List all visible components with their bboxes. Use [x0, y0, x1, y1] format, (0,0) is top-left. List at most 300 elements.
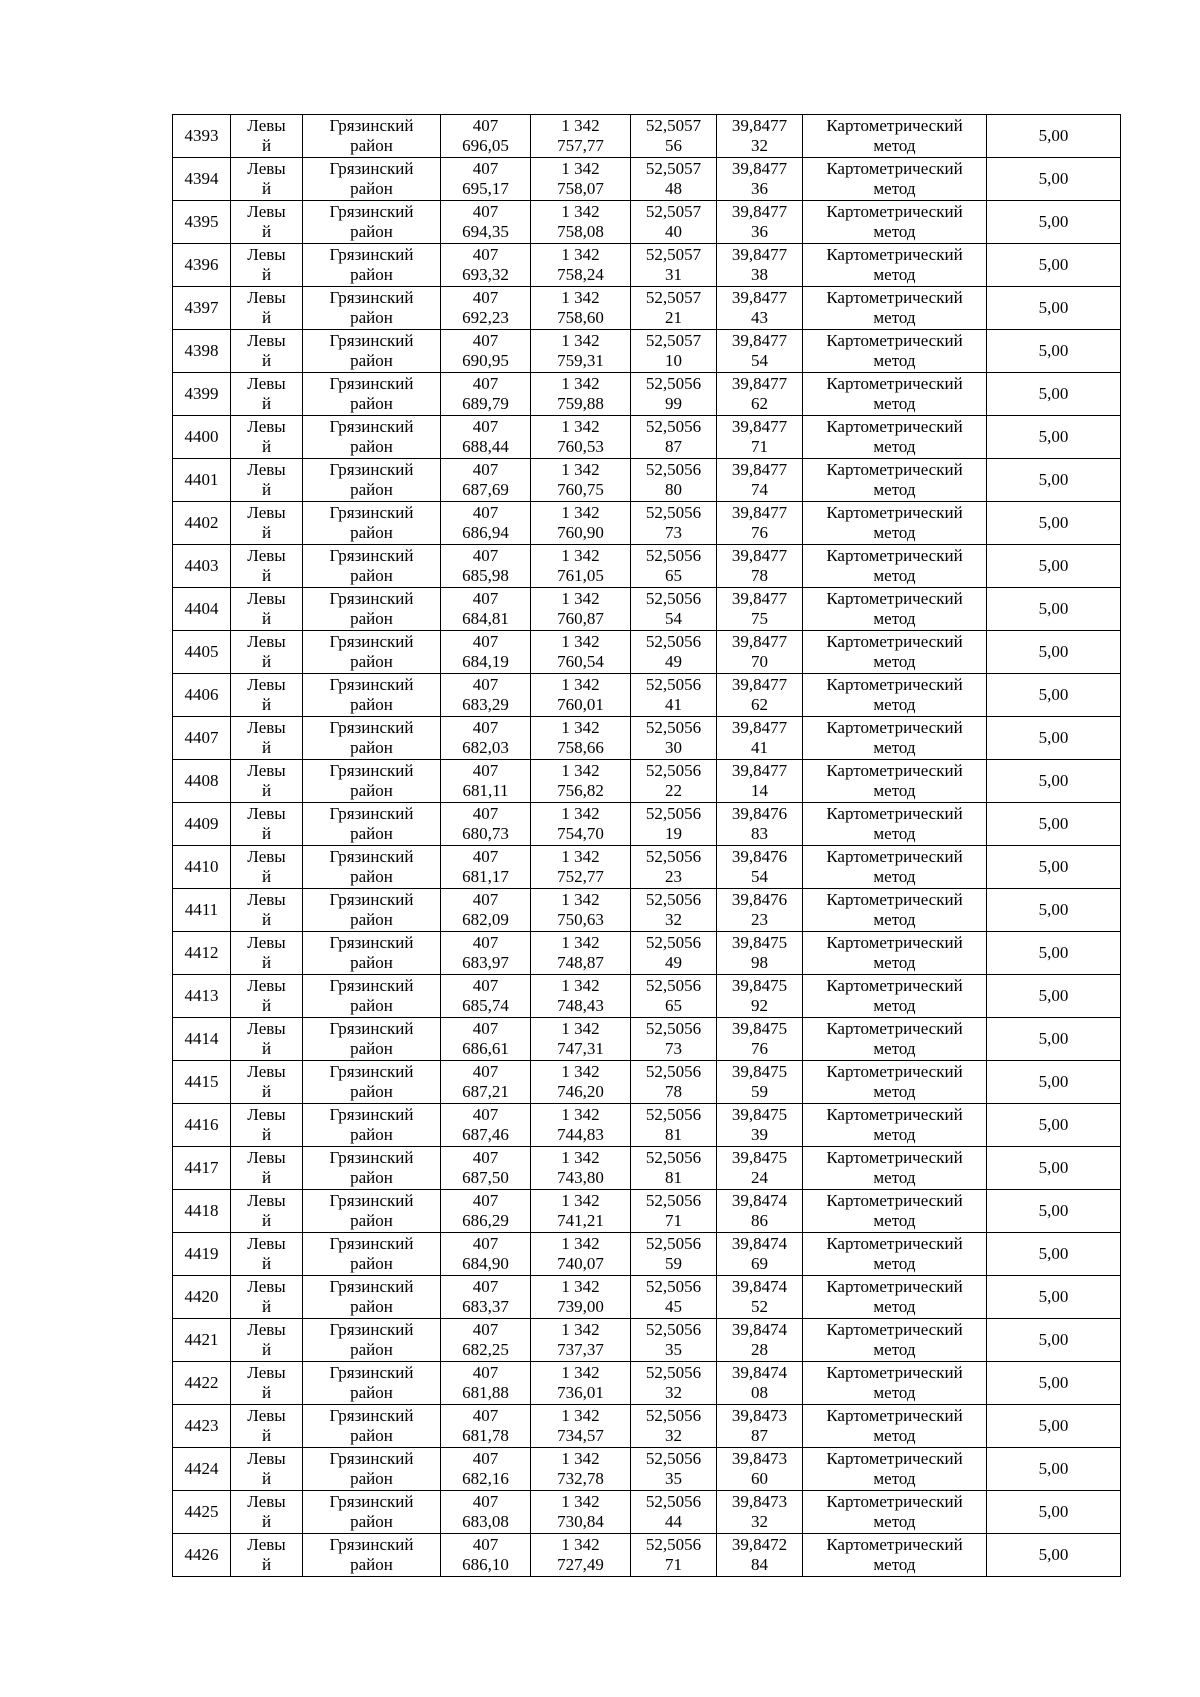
table-row	[173, 158, 1121, 201]
y-coordinate-cell	[531, 760, 631, 803]
longitude-cell-text: 87	[751, 1426, 768, 1445]
table-row	[173, 1491, 1121, 1534]
latitude-cell-text: 49	[665, 652, 682, 671]
latitude-cell	[631, 244, 717, 287]
point-number-cell	[173, 1448, 231, 1491]
district-cell	[303, 1405, 441, 1448]
bank-side-cell-text: й	[261, 738, 272, 757]
accuracy-cell	[987, 1534, 1121, 1577]
longitude-cell-text: 39,8477	[731, 589, 788, 608]
point-number-cell-text: 4410	[184, 857, 219, 876]
district-cell	[303, 1190, 441, 1233]
district-cell-text: район	[350, 1254, 393, 1273]
bank-side-cell-text: Левы	[247, 503, 286, 522]
longitude-cell	[717, 1491, 803, 1534]
table-row	[173, 1405, 1121, 1448]
latitude-cell-text: 48	[665, 179, 682, 198]
method-cell-text: метод	[873, 1297, 916, 1316]
method-cell-text: метод	[873, 1168, 916, 1187]
method-cell	[803, 373, 987, 416]
point-number-cell	[173, 975, 231, 1018]
accuracy-cell	[987, 846, 1121, 889]
longitude-cell-text: 39,8477	[731, 546, 788, 565]
bank-side-cell-text: Левы	[247, 116, 286, 135]
y-coordinate-cell-text: 1 342	[561, 1019, 600, 1038]
table-row	[173, 1448, 1121, 1491]
x-coordinate-cell-text: 407	[472, 1406, 499, 1425]
bank-side-cell-text: Левы	[247, 1363, 286, 1382]
x-coordinate-cell-text: 407	[472, 1234, 499, 1253]
method-cell	[803, 459, 987, 502]
accuracy-cell	[987, 201, 1121, 244]
latitude-cell-text: 52,5056	[645, 503, 702, 522]
latitude-cell-text: 19	[665, 824, 682, 843]
method-cell-text: метод	[873, 953, 916, 972]
y-coordinate-cell	[531, 1018, 631, 1061]
accuracy-cell-text: 5,00	[1038, 986, 1069, 1005]
latitude-cell-text: 52,5056	[645, 976, 702, 995]
bank-side-cell	[231, 1362, 303, 1405]
x-coordinate-cell-text: 407	[472, 933, 499, 952]
x-coordinate-cell	[441, 545, 531, 588]
point-number-cell-text: 4412	[184, 943, 219, 962]
x-coordinate-cell-text: 681,17	[462, 867, 509, 886]
point-number-cell	[173, 330, 231, 373]
latitude-cell-text: 52,5056	[645, 460, 702, 479]
accuracy-cell-text: 5,00	[1038, 427, 1069, 446]
district-cell-text: район	[350, 1340, 393, 1359]
y-coordinate-cell-text: 1 342	[561, 1148, 600, 1167]
method-cell-text: Картометрический	[826, 1148, 963, 1167]
method-cell	[803, 1362, 987, 1405]
method-cell-text: Картометрический	[826, 1019, 963, 1038]
method-cell-text: Картометрический	[826, 159, 963, 178]
point-number-cell	[173, 1147, 231, 1190]
accuracy-cell	[987, 1233, 1121, 1276]
accuracy-cell-text: 5,00	[1038, 1416, 1069, 1435]
point-number-cell	[173, 115, 231, 158]
district-cell	[303, 1448, 441, 1491]
longitude-cell-text: 39,8472	[731, 1535, 788, 1554]
method-cell-text: Картометрический	[826, 1105, 963, 1124]
longitude-cell-text: 39,8477	[731, 374, 788, 393]
latitude-cell	[631, 846, 717, 889]
x-coordinate-cell	[441, 1448, 531, 1491]
method-cell-text: Картометрический	[826, 245, 963, 264]
bank-side-cell-text: й	[261, 996, 272, 1015]
accuracy-cell-text: 5,00	[1038, 599, 1069, 618]
y-coordinate-cell-text: 760,75	[557, 480, 604, 499]
x-coordinate-cell-text: 407	[472, 1277, 499, 1296]
bank-side-cell-text: й	[261, 1555, 272, 1574]
district-cell	[303, 803, 441, 846]
y-coordinate-cell-text: 750,63	[557, 910, 604, 929]
x-coordinate-cell	[441, 1147, 531, 1190]
bank-side-cell	[231, 1147, 303, 1190]
latitude-cell-text: 52,5056	[645, 417, 702, 436]
district-cell-text: район	[350, 351, 393, 370]
y-coordinate-cell-text: 1 342	[561, 976, 600, 995]
method-cell-text: метод	[873, 566, 916, 585]
point-number-cell	[173, 1061, 231, 1104]
latitude-cell-text: 78	[665, 1082, 682, 1101]
y-coordinate-cell-text: 1 342	[561, 1449, 600, 1468]
x-coordinate-cell-text: 407	[472, 116, 499, 135]
table-row	[173, 1534, 1121, 1577]
bank-side-cell-text: й	[261, 136, 272, 155]
method-cell-text: метод	[873, 1125, 916, 1144]
longitude-cell	[717, 588, 803, 631]
x-coordinate-cell-text: 407	[472, 890, 499, 909]
y-coordinate-cell-text: 1 342	[561, 1406, 600, 1425]
method-cell-text: метод	[873, 523, 916, 542]
method-cell	[803, 1405, 987, 1448]
table-row	[173, 803, 1121, 846]
district-cell-text: Грязинский	[329, 847, 414, 866]
district-cell	[303, 1491, 441, 1534]
table-row	[173, 244, 1121, 287]
method-cell	[803, 1276, 987, 1319]
x-coordinate-cell-text: 680,73	[462, 824, 509, 843]
district-cell-text: Грязинский	[329, 245, 414, 264]
table-row	[173, 1104, 1121, 1147]
y-coordinate-cell-text: 741,21	[557, 1211, 604, 1230]
x-coordinate-cell-text: 684,19	[462, 652, 509, 671]
y-coordinate-cell-text: 1 342	[561, 589, 600, 608]
x-coordinate-cell-text: 407	[472, 159, 499, 178]
longitude-cell-text: 39,8477	[731, 675, 788, 694]
latitude-cell	[631, 1362, 717, 1405]
longitude-cell-text: 28	[751, 1340, 768, 1359]
bank-side-cell-text: Левы	[247, 1535, 286, 1554]
method-cell-text: Картометрический	[826, 374, 963, 393]
y-coordinate-cell-text: 759,31	[557, 351, 604, 370]
y-coordinate-cell-text: 736,01	[557, 1383, 604, 1402]
y-coordinate-cell-text: 760,01	[557, 695, 604, 714]
accuracy-cell-text: 5,00	[1038, 1373, 1069, 1392]
x-coordinate-cell-text: 686,10	[462, 1555, 509, 1574]
bank-side-cell-text: й	[261, 1125, 272, 1144]
method-cell	[803, 115, 987, 158]
accuracy-cell-text: 5,00	[1038, 126, 1069, 145]
x-coordinate-cell	[441, 1104, 531, 1147]
district-cell	[303, 1534, 441, 1577]
accuracy-cell-text: 5,00	[1038, 1029, 1069, 1048]
longitude-cell-text: 24	[751, 1168, 768, 1187]
bank-side-cell	[231, 158, 303, 201]
latitude-cell-text: 41	[665, 695, 682, 714]
longitude-cell	[717, 416, 803, 459]
x-coordinate-cell	[441, 1276, 531, 1319]
y-coordinate-cell-text: 1 342	[561, 933, 600, 952]
x-coordinate-cell-text: 407	[472, 847, 499, 866]
latitude-cell-text: 52,5056	[645, 675, 702, 694]
y-coordinate-cell	[531, 1405, 631, 1448]
bank-side-cell-text: й	[261, 480, 272, 499]
longitude-cell	[717, 1276, 803, 1319]
latitude-cell-text: 49	[665, 953, 682, 972]
district-cell-text: Грязинский	[329, 503, 414, 522]
method-cell-text: метод	[873, 609, 916, 628]
point-number-cell	[173, 459, 231, 502]
bank-side-cell-text: Левы	[247, 1320, 286, 1339]
bank-side-cell	[231, 932, 303, 975]
district-cell	[303, 1233, 441, 1276]
method-cell-text: метод	[873, 1340, 916, 1359]
accuracy-cell-text: 5,00	[1038, 642, 1069, 661]
x-coordinate-cell	[441, 674, 531, 717]
accuracy-cell-text: 5,00	[1038, 298, 1069, 317]
bank-side-cell	[231, 201, 303, 244]
latitude-cell-text: 32	[665, 1383, 682, 1402]
bank-side-cell-text: Левы	[247, 202, 286, 221]
latitude-cell-text: 54	[665, 609, 682, 628]
latitude-cell-text: 52,5057	[645, 202, 702, 221]
x-coordinate-cell-text: 683,37	[462, 1297, 509, 1316]
y-coordinate-cell-text: 1 342	[561, 1492, 600, 1511]
latitude-cell-text: 52,5056	[645, 933, 702, 952]
district-cell-text: район	[350, 910, 393, 929]
table-row	[173, 115, 1121, 158]
x-coordinate-cell	[441, 975, 531, 1018]
longitude-cell-text: 86	[751, 1211, 768, 1230]
method-cell-text: метод	[873, 652, 916, 671]
latitude-cell	[631, 545, 717, 588]
latitude-cell	[631, 588, 717, 631]
point-number-cell-text: 4418	[184, 1201, 219, 1220]
latitude-cell-text: 44	[665, 1512, 682, 1531]
method-cell	[803, 502, 987, 545]
latitude-cell-text: 52,5056	[645, 1449, 702, 1468]
district-cell-text: район	[350, 566, 393, 585]
accuracy-cell	[987, 717, 1121, 760]
method-cell	[803, 760, 987, 803]
longitude-cell-text: 98	[751, 953, 768, 972]
latitude-cell	[631, 287, 717, 330]
method-cell-text: Картометрический	[826, 1062, 963, 1081]
bank-side-cell-text: й	[261, 824, 272, 843]
district-cell-text: район	[350, 480, 393, 499]
x-coordinate-cell	[441, 330, 531, 373]
point-number-cell-text: 4423	[184, 1416, 219, 1435]
longitude-cell-text: 39,8477	[731, 159, 788, 178]
bank-side-cell-text: Левы	[247, 374, 286, 393]
longitude-cell-text: 39,8473	[731, 1492, 788, 1511]
longitude-cell-text: 54	[751, 867, 768, 886]
point-number-cell	[173, 201, 231, 244]
longitude-cell	[717, 373, 803, 416]
x-coordinate-cell-text: 686,29	[462, 1211, 509, 1230]
y-coordinate-cell	[531, 1362, 631, 1405]
bank-side-cell	[231, 1491, 303, 1534]
y-coordinate-cell	[531, 416, 631, 459]
accuracy-cell-text: 5,00	[1038, 212, 1069, 231]
method-cell-text: Картометрический	[826, 1191, 963, 1210]
y-coordinate-cell-text: 752,77	[557, 867, 604, 886]
bank-side-cell-text: Левы	[247, 245, 286, 264]
latitude-cell	[631, 1018, 717, 1061]
bank-side-cell-text: Левы	[247, 1148, 286, 1167]
x-coordinate-cell-text: 407	[472, 804, 499, 823]
y-coordinate-cell-text: 1 342	[561, 1320, 600, 1339]
latitude-cell-text: 73	[665, 1039, 682, 1058]
latitude-cell	[631, 717, 717, 760]
x-coordinate-cell-text: 682,09	[462, 910, 509, 929]
district-cell	[303, 1061, 441, 1104]
longitude-cell-text: 14	[751, 781, 768, 800]
district-cell	[303, 932, 441, 975]
accuracy-cell	[987, 760, 1121, 803]
longitude-cell	[717, 1061, 803, 1104]
latitude-cell	[631, 1405, 717, 1448]
y-coordinate-cell	[531, 287, 631, 330]
longitude-cell	[717, 1190, 803, 1233]
method-cell-text: Картометрический	[826, 503, 963, 522]
accuracy-cell-text: 5,00	[1038, 1115, 1069, 1134]
accuracy-cell	[987, 115, 1121, 158]
point-number-cell-text: 4413	[184, 986, 219, 1005]
y-coordinate-cell-text: 1 342	[561, 374, 600, 393]
district-cell	[303, 1018, 441, 1061]
latitude-cell-text: 52,5056	[645, 847, 702, 866]
table-row	[173, 1276, 1121, 1319]
latitude-cell-text: 52,5056	[645, 1105, 702, 1124]
district-cell-text: Грязинский	[329, 331, 414, 350]
x-coordinate-cell	[441, 1061, 531, 1104]
y-coordinate-cell-text: 748,43	[557, 996, 604, 1015]
point-number-cell-text: 4417	[184, 1158, 219, 1177]
latitude-cell	[631, 459, 717, 502]
y-coordinate-cell-text: 747,31	[557, 1039, 604, 1058]
longitude-cell	[717, 115, 803, 158]
district-cell-text: Грязинский	[329, 1277, 414, 1296]
method-cell	[803, 1319, 987, 1362]
bank-side-cell-text: Левы	[247, 976, 286, 995]
district-cell	[303, 1104, 441, 1147]
longitude-cell-text: 39,8475	[731, 1148, 788, 1167]
table-row	[173, 631, 1121, 674]
longitude-cell	[717, 1448, 803, 1491]
method-cell-text: Картометрический	[826, 589, 963, 608]
coordinates-table	[172, 114, 1121, 1577]
bank-side-cell-text: й	[261, 179, 272, 198]
district-cell	[303, 330, 441, 373]
y-coordinate-cell-text: 1 342	[561, 1191, 600, 1210]
latitude-cell-text: 56	[665, 136, 682, 155]
point-number-cell-text: 4407	[184, 728, 219, 747]
table-row	[173, 287, 1121, 330]
accuracy-cell	[987, 932, 1121, 975]
y-coordinate-cell	[531, 459, 631, 502]
district-cell-text: район	[350, 1125, 393, 1144]
y-coordinate-cell	[531, 1534, 631, 1577]
table-row	[173, 545, 1121, 588]
longitude-cell-text: 41	[751, 738, 768, 757]
accuracy-cell	[987, 330, 1121, 373]
accuracy-cell-text: 5,00	[1038, 814, 1069, 833]
method-cell-text: Картометрический	[826, 1492, 963, 1511]
x-coordinate-cell	[441, 803, 531, 846]
district-cell-text: Грязинский	[329, 1019, 414, 1038]
longitude-cell-text: 62	[751, 394, 768, 413]
accuracy-cell	[987, 674, 1121, 717]
method-cell	[803, 1061, 987, 1104]
method-cell-text: Картометрический	[826, 933, 963, 952]
latitude-cell-text: 71	[665, 1555, 682, 1574]
bank-side-cell-text: Левы	[247, 847, 286, 866]
longitude-cell-text: 43	[751, 308, 768, 327]
point-number-cell-text: 4399	[184, 384, 219, 403]
y-coordinate-cell	[531, 1491, 631, 1534]
x-coordinate-cell-text: 687,21	[462, 1082, 509, 1101]
district-cell	[303, 760, 441, 803]
method-cell-text: Картометрический	[826, 417, 963, 436]
district-cell-text: район	[350, 523, 393, 542]
y-coordinate-cell-text: 730,84	[557, 1512, 604, 1531]
district-cell	[303, 717, 441, 760]
latitude-cell	[631, 889, 717, 932]
district-cell-text: район	[350, 1512, 393, 1531]
method-cell-text: метод	[873, 265, 916, 284]
x-coordinate-cell	[441, 760, 531, 803]
latitude-cell-text: 52,5056	[645, 804, 702, 823]
district-cell-text: Грязинский	[329, 1148, 414, 1167]
longitude-cell-text: 39,8477	[731, 718, 788, 737]
district-cell-text: Грязинский	[329, 116, 414, 135]
longitude-cell	[717, 330, 803, 373]
district-cell-text: район	[350, 1082, 393, 1101]
x-coordinate-cell-text: 407	[472, 288, 499, 307]
x-coordinate-cell	[441, 158, 531, 201]
latitude-cell-text: 65	[665, 566, 682, 585]
x-coordinate-cell-text: 682,16	[462, 1469, 509, 1488]
longitude-cell-text: 36	[751, 222, 768, 241]
accuracy-cell-text: 5,00	[1038, 255, 1069, 274]
method-cell	[803, 1491, 987, 1534]
x-coordinate-cell-text: 407	[472, 761, 499, 780]
x-coordinate-cell-text: 686,94	[462, 523, 509, 542]
point-number-cell-text: 4420	[184, 1287, 219, 1306]
method-cell-text: метод	[873, 867, 916, 886]
accuracy-cell	[987, 1319, 1121, 1362]
x-coordinate-cell-text: 407	[472, 245, 499, 264]
method-cell-text: метод	[873, 1555, 916, 1574]
point-number-cell	[173, 1319, 231, 1362]
y-coordinate-cell-text: 760,54	[557, 652, 604, 671]
y-coordinate-cell-text: 1 342	[561, 417, 600, 436]
longitude-cell	[717, 1534, 803, 1577]
longitude-cell-text: 75	[751, 609, 768, 628]
table-row	[173, 330, 1121, 373]
latitude-cell	[631, 1147, 717, 1190]
longitude-cell	[717, 846, 803, 889]
longitude-cell	[717, 889, 803, 932]
bank-side-cell-text: Левы	[247, 460, 286, 479]
longitude-cell-text: 71	[751, 437, 768, 456]
longitude-cell	[717, 760, 803, 803]
point-number-cell-text: 4409	[184, 814, 219, 833]
bank-side-cell	[231, 588, 303, 631]
y-coordinate-cell	[531, 1190, 631, 1233]
bank-side-cell-text: Левы	[247, 761, 286, 780]
x-coordinate-cell-text: 687,46	[462, 1125, 509, 1144]
x-coordinate-cell-text: 685,98	[462, 566, 509, 585]
latitude-cell-text: 52,5056	[645, 718, 702, 737]
longitude-cell-text: 39,8474	[731, 1320, 788, 1339]
district-cell-text: Грязинский	[329, 546, 414, 565]
point-number-cell-text: 4415	[184, 1072, 219, 1091]
district-cell-text: район	[350, 609, 393, 628]
